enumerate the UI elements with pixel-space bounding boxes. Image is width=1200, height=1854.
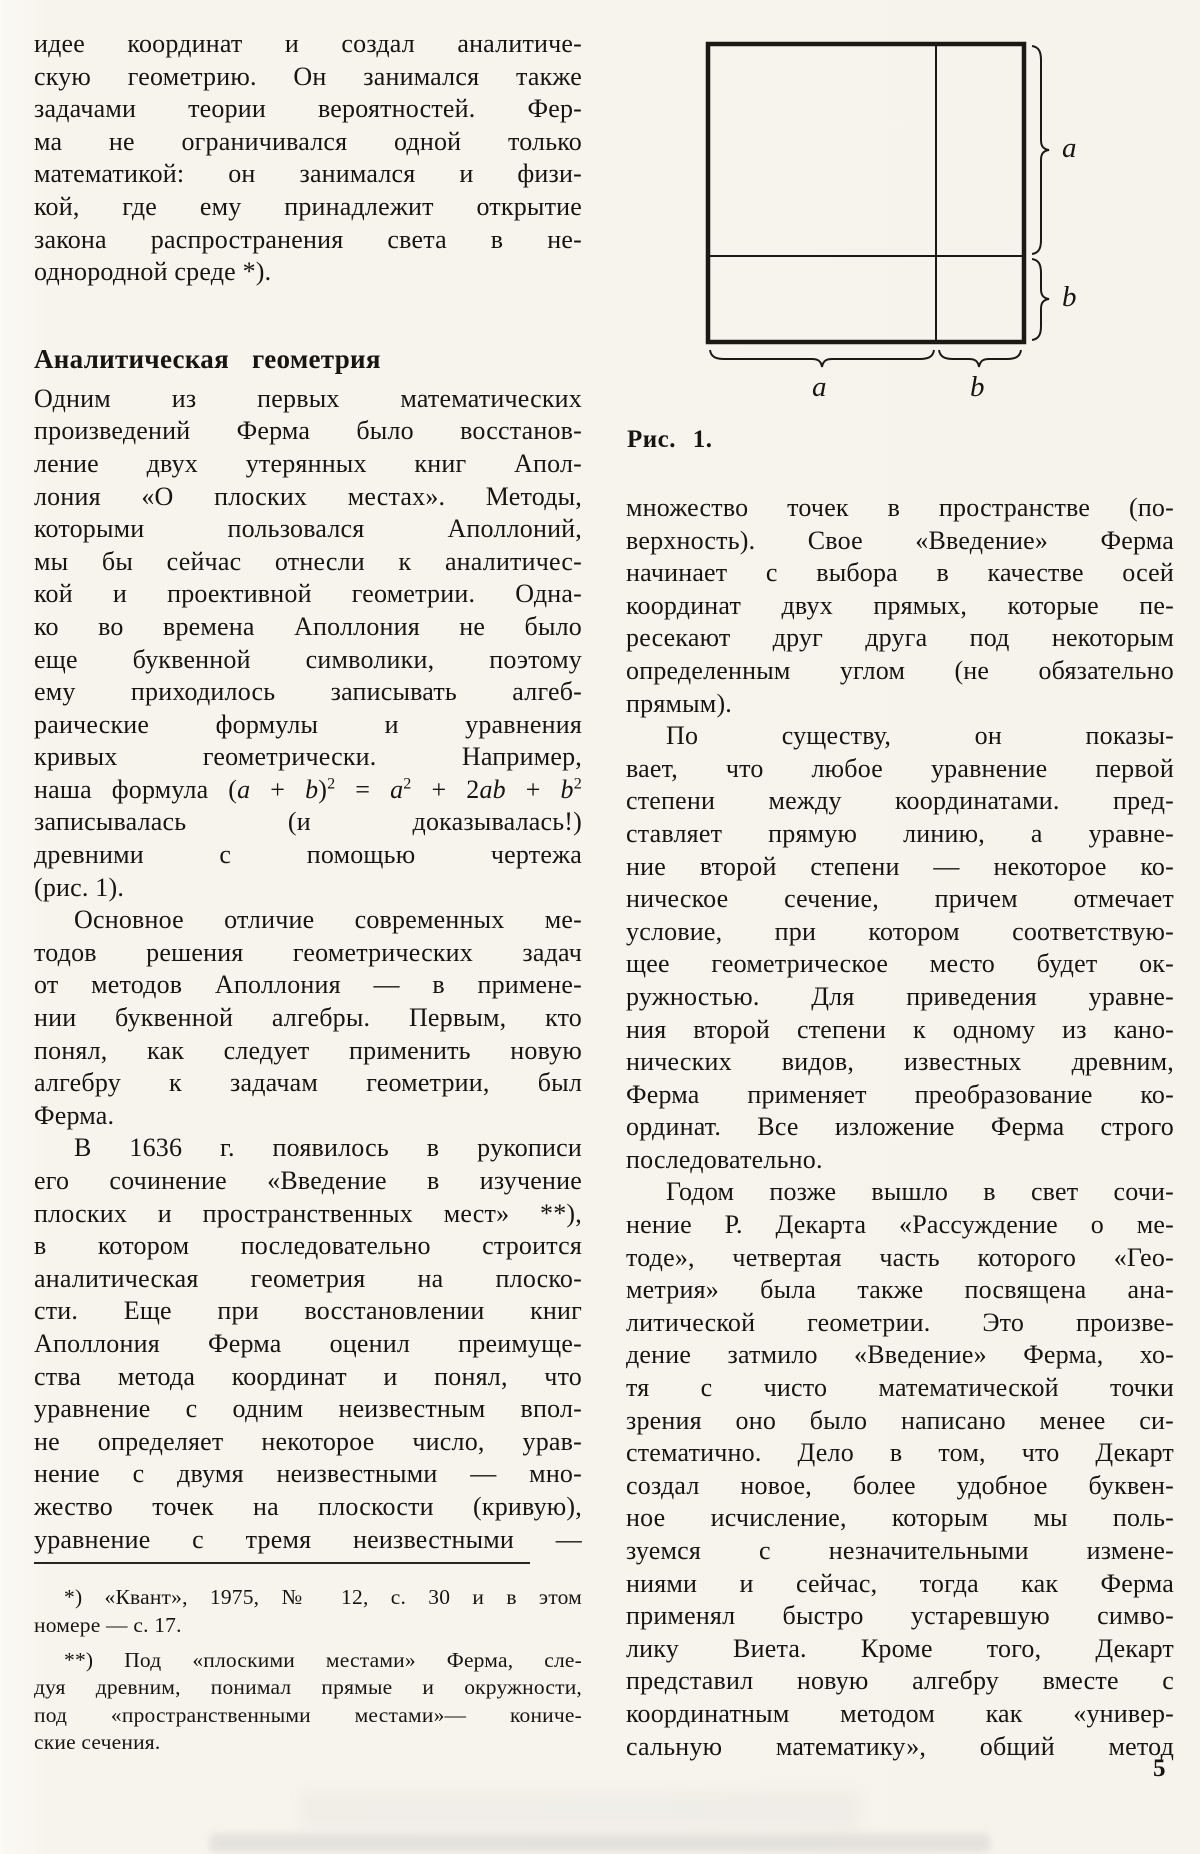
- text-line: его сочинение «Введение в изучение: [34, 1166, 582, 1195]
- brace-right-top-icon: [1032, 46, 1049, 254]
- text-line: уравнение с одним неизвестным впол-: [34, 1394, 582, 1424]
- text-line: щее геометрическое место будет ок-: [626, 949, 1174, 979]
- text-line: древними с помощью чертежа: [34, 840, 582, 870]
- text-line: номере — с. 17.: [34, 1612, 182, 1637]
- text-line: По существу, он показы-: [666, 721, 1174, 751]
- text-line: произведений Ферма было восстанов-: [34, 416, 582, 446]
- text-line: ния второй степени к одному из кано-: [626, 1014, 1174, 1044]
- text-line: понял, как следует применить новую: [34, 1035, 582, 1065]
- text-line: в котором последовательно строится: [34, 1231, 582, 1261]
- figure-label-b-right: b: [1062, 281, 1077, 313]
- paragraph: [626, 720, 1174, 1176]
- text-line: дение затмило «Введение» Ферма, хо-: [626, 1340, 1174, 1370]
- text-line: лику Виета. Кроме того, Декарт: [626, 1633, 1174, 1663]
- text-line: лония «О плоских местах». Методы,: [34, 481, 582, 511]
- text-line: однородной среде *).: [34, 257, 272, 287]
- text-line: раические формулы и уравнения: [34, 709, 582, 739]
- footnotes: [34, 1584, 582, 1756]
- text-line: степени между координатами. пред-: [626, 786, 1174, 816]
- text-line: Годом позже вышло в свет сочи-: [666, 1177, 1174, 1207]
- text-line: кой и проективной геометрии. Одна-: [34, 579, 582, 609]
- text-line: кривых геометрически. Например,: [34, 742, 582, 772]
- text-line: задачами теории вероятностей. Фер-: [34, 94, 582, 124]
- paragraph: [34, 28, 582, 289]
- text-line: ко во времена Аполлония не было: [34, 611, 582, 641]
- paragraph: [34, 1132, 582, 1556]
- text-line: координат двух прямых, которые пе-: [626, 590, 1174, 620]
- text-line: Аполлония Ферма оценил преимуще-: [34, 1328, 582, 1358]
- text-line: жество точек на плоскости (кривую),: [34, 1491, 582, 1521]
- text-line: под «пространственными местами»— кониче-: [34, 1702, 582, 1727]
- text-line: сальную математику», общий метод: [626, 1731, 1174, 1761]
- paragraph: [626, 1176, 1174, 1763]
- text-line: ства метода координат и понял, что: [34, 1361, 582, 1391]
- text-line: литической геометрии. Это произве-: [626, 1307, 1174, 1337]
- text-line: нии буквенной алгебры. Первым, кто: [34, 1003, 582, 1033]
- text-line: записывалась (и доказывалась!): [34, 807, 582, 837]
- text-line: ресекают друг друга под некоторым: [626, 623, 1174, 653]
- paragraph: [34, 1584, 582, 1639]
- text-line: тя с чисто математической точки: [626, 1373, 1174, 1403]
- text-line: ординат. Все изложение Ферма строго: [626, 1112, 1174, 1142]
- text-line: ние второй степени — некоторое ко-: [626, 851, 1174, 881]
- text-line: от методов Аполлония — в примене-: [34, 970, 582, 1000]
- figure-label-b-bottom: b: [970, 371, 985, 403]
- text-line: скую геометрию. Он занимался также: [34, 61, 582, 91]
- text-line: дуя древним, понимал прямые и окружности,: [34, 1675, 582, 1700]
- brace-bottom-left-icon: [710, 350, 934, 367]
- footnote-separator: [34, 1562, 530, 1564]
- text-line: Основное отличие современных ме-: [74, 905, 582, 935]
- text-line: *) «Квант», 1975, № 12, с. 30 и в этом: [64, 1585, 582, 1610]
- text-line: закона распространения света в не-: [34, 224, 582, 254]
- text-line: нение с двумя неизвестными — мно-: [34, 1459, 582, 1489]
- brace-right-bottom-icon: [1032, 259, 1049, 340]
- text-line: прямым).: [626, 688, 733, 718]
- text-line: тоде», четвертая часть которого «Гео-: [626, 1242, 1174, 1272]
- text-line: нение Р. Декарта «Рассуждение о ме-: [626, 1210, 1174, 1240]
- text-line: координатным методом как «универ-: [626, 1698, 1174, 1728]
- text-line: верхность). Свое «Введение» Ферма: [626, 525, 1174, 555]
- text-line: начинает с выбора в качестве осей: [626, 558, 1174, 588]
- text-line: создал новое, более удобное буквен-: [626, 1470, 1174, 1500]
- text-line: применял быстро устаревшую симво-: [626, 1601, 1174, 1631]
- text-line: (рис. 1).: [34, 872, 125, 902]
- text-line: мы бы сейчас отнесли к аналитичес-: [34, 546, 582, 576]
- text-line: последовательно.: [626, 1144, 823, 1174]
- text-line: алгебру к задачам геометрии, был: [34, 1068, 582, 1098]
- text-line: В 1636 г. появилось в рукописи: [74, 1133, 582, 1163]
- text-line: ему приходилось записывать алгеб-: [34, 677, 582, 707]
- text-line: Одним из первых математических: [34, 383, 582, 413]
- text-line: ниями и сейчас, тогда как Ферма: [626, 1568, 1174, 1598]
- text-line: кой, где ему принадлежит открытие: [34, 191, 582, 221]
- text-line: метрия» была также посвящена ана-: [626, 1275, 1174, 1305]
- text-line: уравнение с тремя неизвестными —: [34, 1524, 582, 1554]
- brace-bottom-right-icon: [939, 350, 1021, 367]
- paragraph: [34, 1647, 582, 1757]
- text-line: математикой: он занимался и физи-: [34, 159, 582, 189]
- section-heading: Аналитическая геометрия: [34, 343, 381, 374]
- text-line: условие, при котором соответствую-: [626, 916, 1174, 946]
- text-line: аналитическая геометрия на плоско-: [34, 1263, 582, 1293]
- text-line: стематично. Дело в том, что Декарт: [626, 1438, 1174, 1468]
- text-line: ружностью. Для приведения уравне-: [626, 981, 1174, 1011]
- text-line: наша формула $(a + b)^2 = a^2 + 2ab + b^2$: [34, 774, 582, 804]
- page-number: 5: [1153, 1755, 1166, 1782]
- text-line: ма не ограничивался одной только: [34, 126, 582, 156]
- text-line: зрения оно было написано менее си-: [626, 1405, 1174, 1435]
- text-line: нических видов, известных древним,: [626, 1047, 1174, 1077]
- paragraph: [34, 904, 582, 1132]
- text-line: ление двух утерянных книг Апол-: [34, 448, 582, 478]
- figure-rectangle-diagram: [690, 26, 1120, 438]
- figure-label-a-right: a: [1062, 132, 1077, 164]
- text-line: Ферма.: [34, 1100, 115, 1130]
- text-line: плоских и пространственных мест» **),: [34, 1198, 582, 1228]
- text-line: ставляет прямую линию, а уравне-: [626, 818, 1174, 848]
- text-line: представил новую алгебру вместе с: [626, 1666, 1174, 1696]
- text-line: которыми пользовался Аполлоний,: [34, 514, 582, 544]
- right-column: [626, 492, 1174, 1763]
- left-paragraphs-top: [34, 28, 582, 289]
- paragraph: [34, 383, 582, 905]
- left-paragraphs-body: [34, 383, 582, 1556]
- text-line: множество точек в пространстве (по-: [626, 493, 1174, 522]
- text-line: тодов решения геометрических задач: [34, 937, 582, 967]
- text-line: не определяет некоторое число, урав-: [34, 1426, 582, 1456]
- text-line: идее координат и создал аналитиче-: [34, 29, 582, 58]
- text-line: вает, что любое уравнение первой: [626, 753, 1174, 783]
- paragraph: [626, 492, 1174, 720]
- figure-caption: Рис. 1.: [627, 426, 713, 453]
- page-showthrough-strip: [210, 1834, 990, 1852]
- text-line: Ферма применяет преобразование ко-: [626, 1079, 1174, 1109]
- text-line: зуемся с незначительными измене-: [626, 1536, 1174, 1565]
- text-line: ническое сечение, причем отмечает: [626, 884, 1174, 914]
- page-showthrough: [300, 1790, 860, 1830]
- figure-label-a-bottom: a: [812, 371, 827, 403]
- text-line: сти. Еще при восстановлении книг: [34, 1296, 582, 1326]
- text-line: **) Под «плоскими местами» Ферма, сле-: [64, 1647, 582, 1672]
- text-line: еще буквенной символики, поэтому: [34, 644, 582, 674]
- text-line: определенным углом (не обязательно: [626, 655, 1174, 685]
- left-column: [34, 28, 582, 1756]
- text-line: ное исчисление, которым мы поль-: [626, 1503, 1174, 1533]
- text-line: ские сечения.: [34, 1730, 161, 1755]
- square-outline: [708, 44, 1024, 342]
